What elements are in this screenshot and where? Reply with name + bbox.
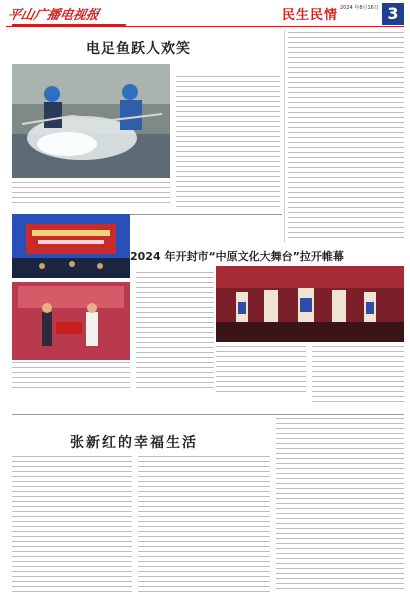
culture-body-text-mid <box>216 346 306 392</box>
happiness-body-text-2 <box>138 456 270 592</box>
culture-ceremony-photo <box>12 282 130 360</box>
culture-headline: 2024 年开封市“中原文化大舞台”拉开帷幕 <box>130 250 344 263</box>
happiness-body-text-3 <box>276 418 404 592</box>
culture-performance-photo <box>216 266 404 342</box>
ceremony-photo-illustration <box>12 282 130 360</box>
culture-photo-caption <box>12 362 130 388</box>
fishing-body-text-mid <box>176 76 280 210</box>
happiness-headline: 张新红的幸福生活 <box>70 435 198 451</box>
masthead-logo: 平山广播电视报 <box>6 4 151 26</box>
fishing-photo-illustration <box>12 64 170 178</box>
section-rule-2 <box>12 414 404 415</box>
column-divider <box>284 30 285 242</box>
fishing-photo <box>12 64 170 178</box>
page-number-badge: 3 <box>382 3 404 25</box>
happiness-body-text-1 <box>12 456 132 592</box>
fishing-headline: 电足鱼跃人欢笑 <box>86 41 191 57</box>
fishing-body-text-right <box>288 32 404 240</box>
culture-stage-photo <box>12 214 130 278</box>
header-rule <box>6 26 404 27</box>
culture-body-text-right <box>312 346 404 406</box>
stage-photo-illustration <box>12 214 130 278</box>
culture-body-text-left <box>136 272 214 392</box>
fishing-body-text-left <box>12 182 170 206</box>
performance-photo-illustration <box>216 266 404 342</box>
section-title: 民生民情 <box>282 8 339 23</box>
issue-date: 2024 年8月16日 <box>340 5 379 11</box>
